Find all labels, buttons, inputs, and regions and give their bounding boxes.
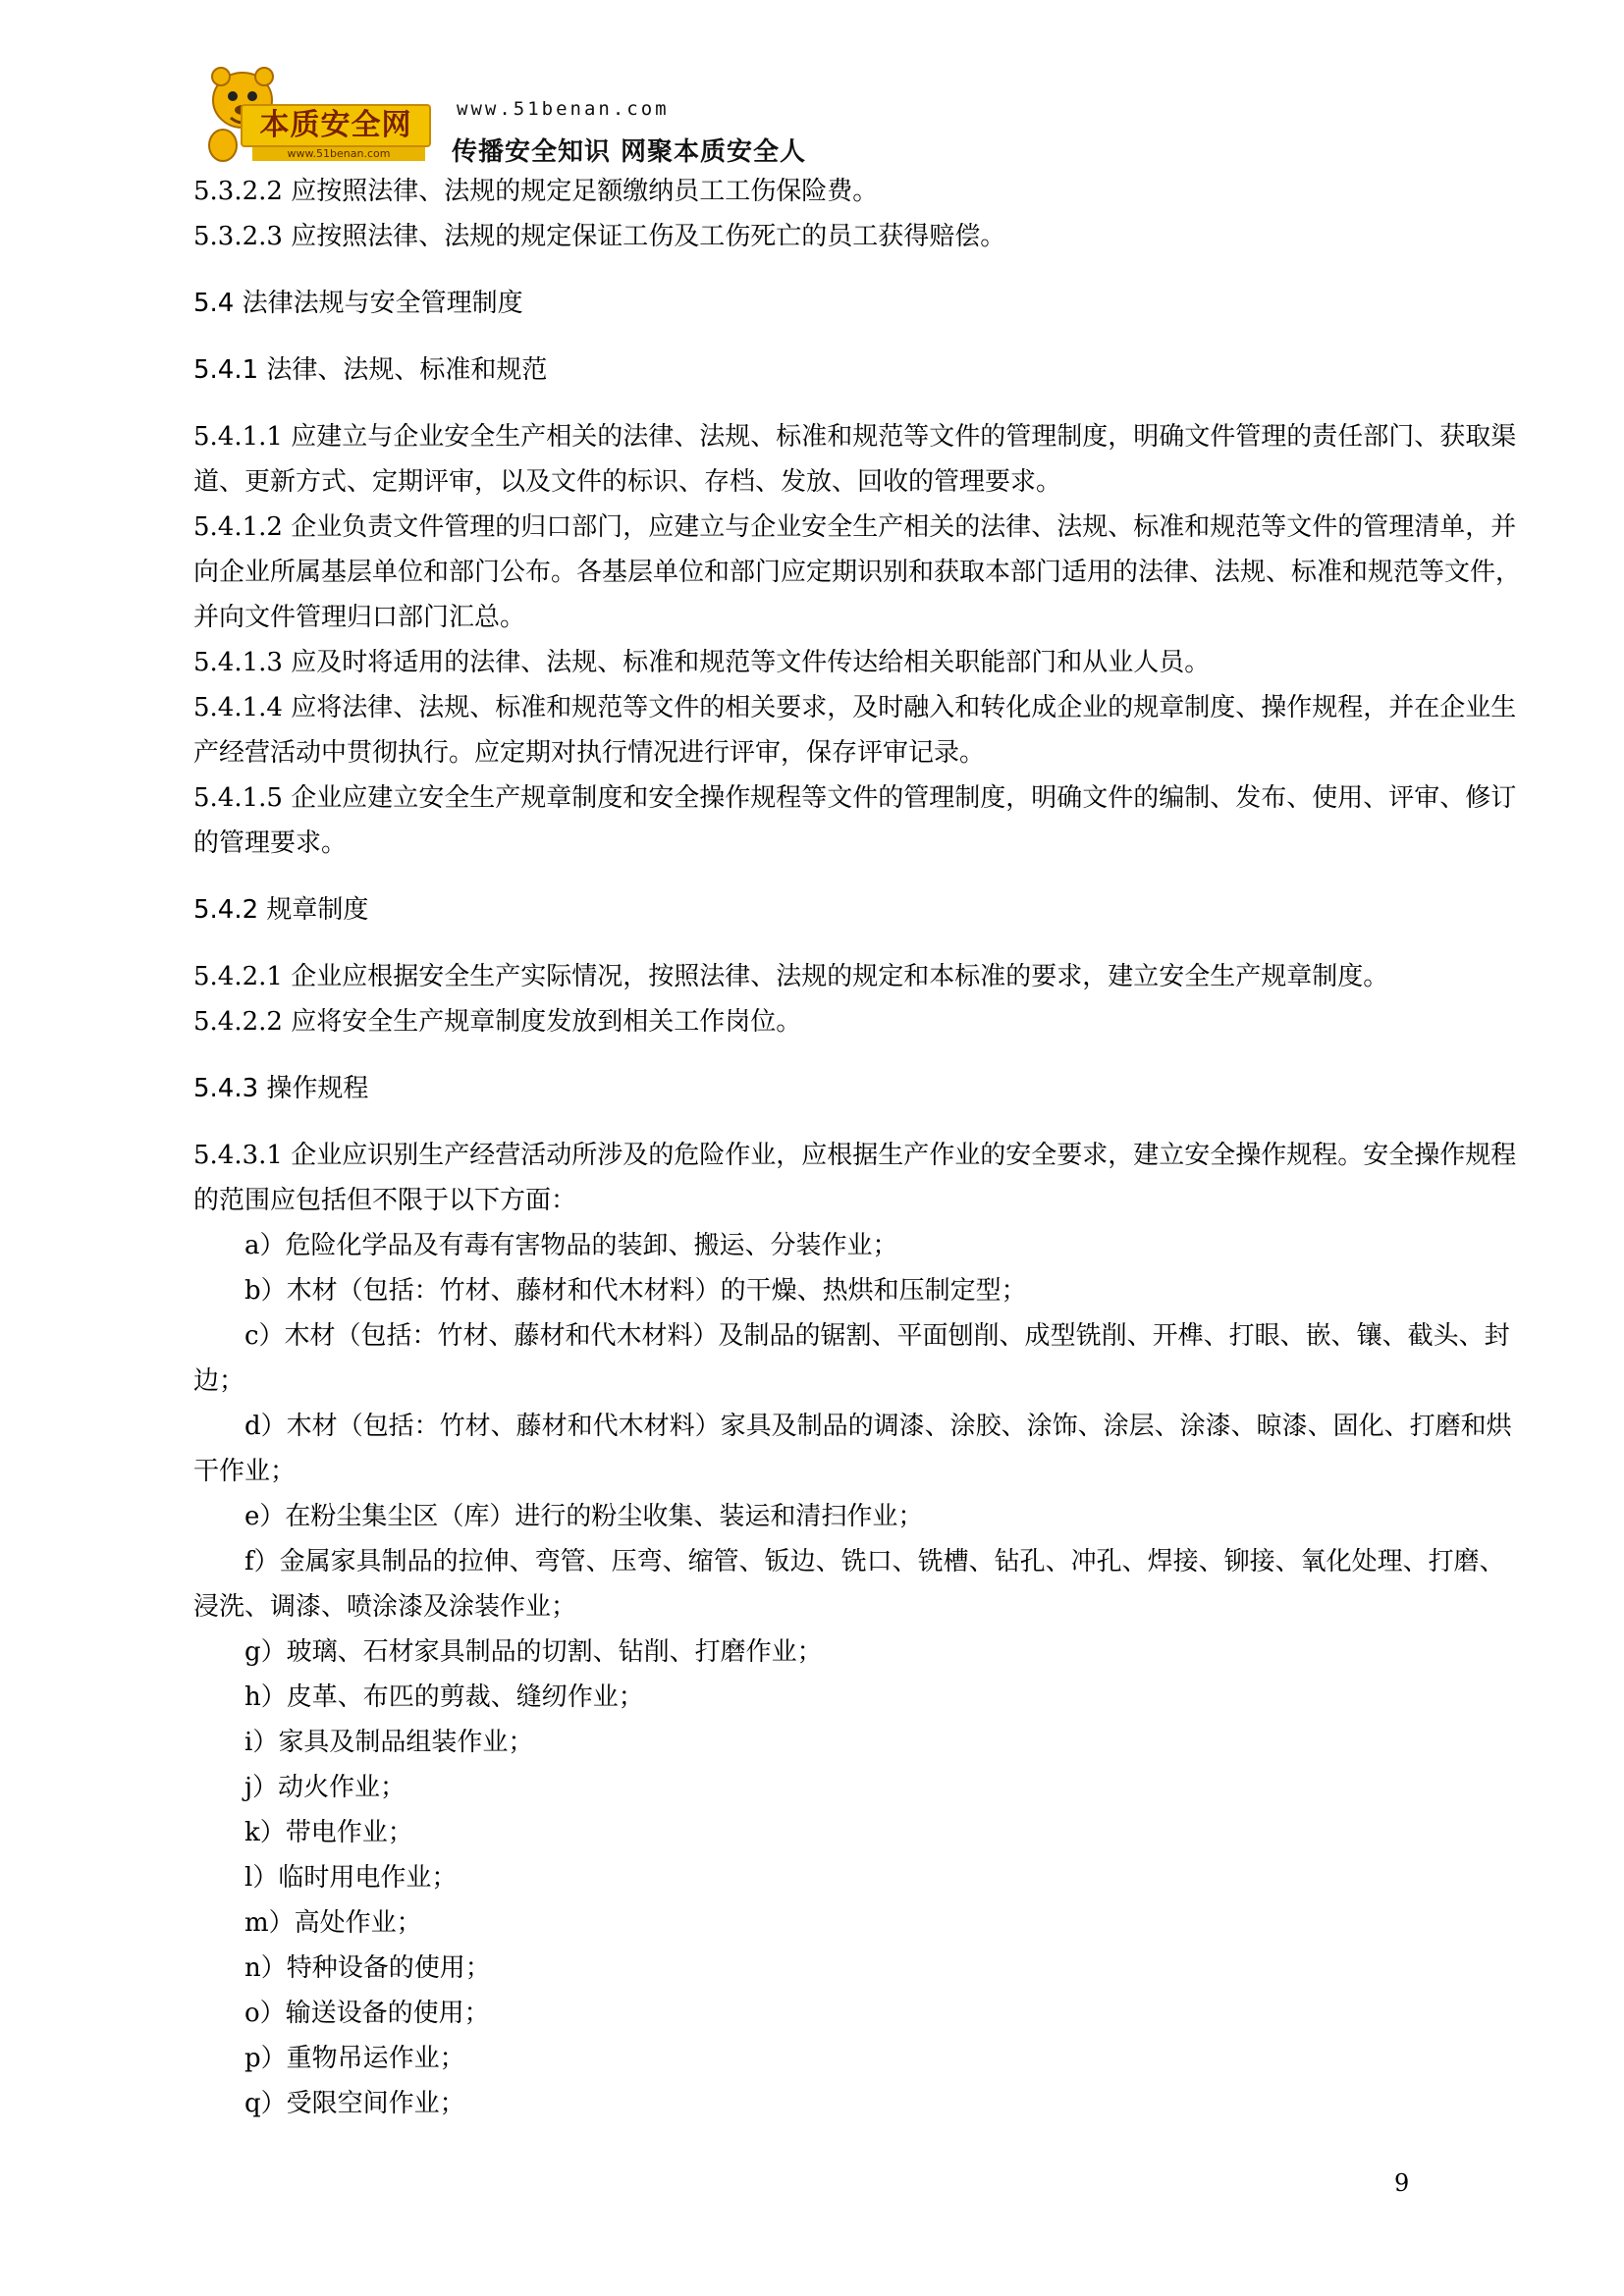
list-item-d: d）木材（包括：竹材、藤材和代木材料）家具及制品的调漆、涂胶、涂饰、涂层、涂漆、晾漆、固化、打磨和烘干作业； <box>193 1412 1512 1486</box>
paragraph-5-4-1-5: 5.4.1.5 企业应建立安全生产规章制度和安全操作规程等文件的管理制度，明确文件的编制、发布、使用、评审、修订的管理要求。 <box>193 783 1517 858</box>
heading-5-4-2: 5.4.2 规章制度 <box>193 895 369 925</box>
list-item-q: q）受限空间作业； <box>244 2089 465 2118</box>
document-body <box>193 169 1521 2126</box>
list-item-h: h）皮革、布匹的剪裁、缝纫作业； <box>244 1682 644 1712</box>
paragraph-5-4-2-2: 5.4.2.2 应将安全生产规章制度发放到相关工作岗位。 <box>193 1007 802 1037</box>
heading-5-4-3: 5.4.3 操作规程 <box>193 1074 369 1103</box>
header-slogan: 传播安全知识 网聚本质安全人 <box>452 137 807 167</box>
list-item-n: n）特种设备的使用； <box>244 1953 491 1983</box>
logo-url: www.51benan.com <box>252 147 425 161</box>
list-item-m: m）高处作业； <box>244 1908 422 1938</box>
list-item-k: k）带电作业； <box>244 1818 413 1847</box>
paragraph-5-4-3-1: 5.4.3.1 企业应识别生产经营活动所涉及的危险作业，应根据生产作业的安全要求，建立安全操作规程。安全操作规程的范围应包括但不限于以下方面： <box>193 1141 1517 1215</box>
paragraph-5-4-1-4: 5.4.1.4 应将法律、法规、标准和规范等文件的相关要求，及时融入和转化成企业的规章制度、操作规程，并在企业生产经营活动中贯彻执行。应定期对执行情况进行评审，保存评审记录。 <box>193 693 1517 768</box>
paragraph-5-3-2-3: 5.3.2.3 应按照法律、法规的规定保证工伤及工伤死亡的员工获得赔偿。 <box>193 222 1006 251</box>
paragraph-5-4-1-2: 5.4.1.2 企业负责文件管理的归口部门，应建立与企业安全生产相关的法律、法规、标准和规范等文件的管理清单，并向企业所属基层单位和部门公布。各基层单位和部门应定期识别和获取本部门适用的法律、法规、标准和规范等文件，并向文件管理归口部门汇总。 <box>193 512 1522 632</box>
list-item-f: f）金属家具制品的拉伸、弯管、压弯、缩管、钣边、铣口、铣槽、钻孔、冲孔、焊接、铆接、氧化处理、打磨、浸洗、调漆、喷涂漆及涂装作业； <box>193 1547 1505 1622</box>
site-logo <box>193 61 431 163</box>
list-item-b: b）木材（包括：竹材、藤材和代木材料）的干燥、热烘和压制定型； <box>244 1276 1027 1306</box>
heading-5-4-1: 5.4.1 法律、法规、标准和规范 <box>193 355 548 385</box>
list-item-j: j）动火作业； <box>244 1773 406 1802</box>
paragraph-5-4-1-3: 5.4.1.3 应及时将适用的法律、法规、标准和规范等文件传达给相关职能部门和从业人员。 <box>193 648 1211 677</box>
list-item-a: a）危险化学品及有毒有害物品的装卸、搬运、分装作业； <box>244 1231 898 1260</box>
list-item-e: e）在粉尘集尘区（库）进行的粉尘收集、装运和清扫作业； <box>244 1502 924 1531</box>
paragraph-5-4-1-1: 5.4.1.1 应建立与企业安全生产相关的法律、法规、标准和规范等文件的管理制度，明确文件管理的责任部门、获取渠道、更新方式、定期评审，以及文件的标识、存档、发放、回收的管理要求。 <box>193 422 1517 497</box>
page-number: 9 <box>1394 2169 1410 2197</box>
paragraph-5-4-2-1: 5.4.2.1 企业应根据安全生产实际情况，按照法律、法规的规定和本标准的要求，建立安全生产规章制度。 <box>193 962 1389 991</box>
list-item-c: c）木材（包括：竹材、藤材和代木材料）及制品的锯割、平面刨削、成型铣削、开榫、打眼、嵌、镶、截头、封边； <box>193 1321 1510 1396</box>
paragraph-5-3-2-2: 5.3.2.2 应按照法律、法规的规定足额缴纳员工工伤保险费。 <box>193 177 879 206</box>
list-item-g: g）玻璃、石材家具制品的切割、钻削、打磨作业； <box>244 1637 823 1667</box>
logo-title: 本质安全网 <box>241 104 431 147</box>
list-item-p: p）重物吊运作业； <box>244 2044 465 2073</box>
list-item-i: i）家具及制品组装作业； <box>244 1728 534 1757</box>
heading-5-4: 5.4 法律法规与安全管理制度 <box>193 289 523 318</box>
list-item-l: l）临时用电作业； <box>244 1863 458 1893</box>
list-item-o: o）输送设备的使用； <box>244 1999 490 2028</box>
header-url[interactable]: www.51benan.com <box>457 98 670 120</box>
